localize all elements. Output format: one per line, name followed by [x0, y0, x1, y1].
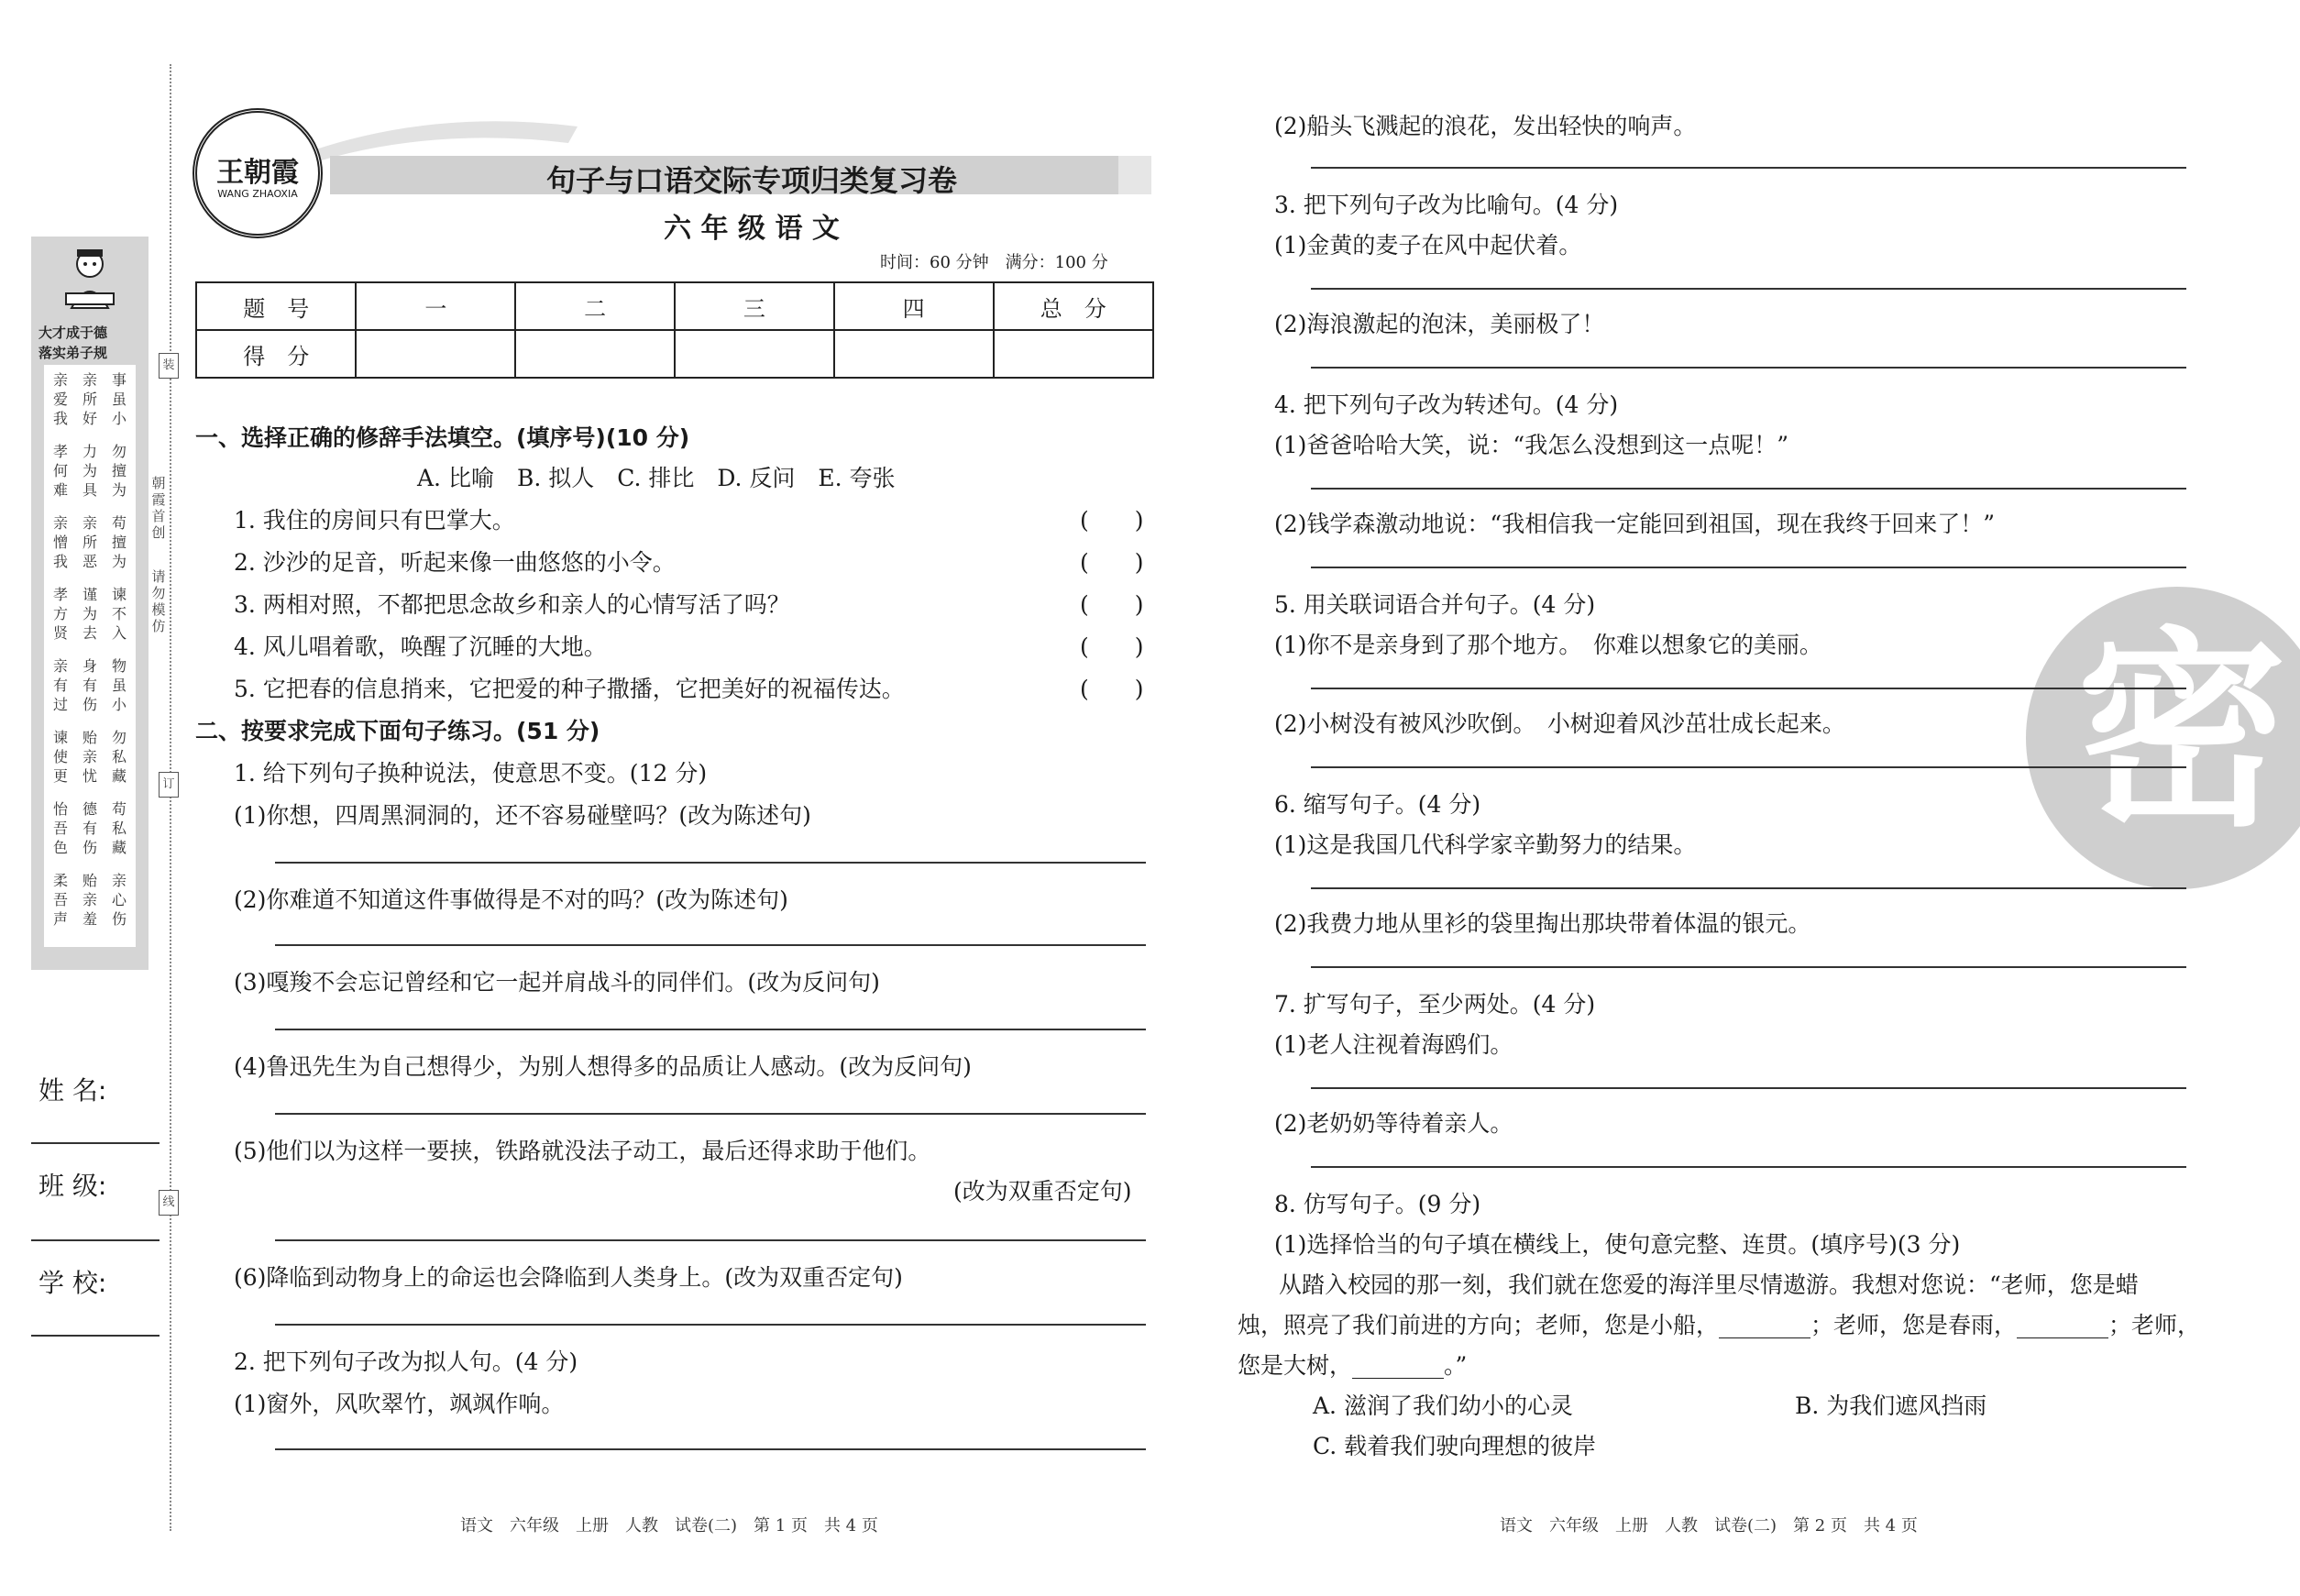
binding-dotted-line — [170, 64, 171, 1531]
page-subtitle: 六 年 级 语 文 — [664, 213, 840, 245]
q7-item-2: (2)老奶奶等待着亲人。 — [1274, 1110, 1513, 1137]
rule-text: 孝何难 — [52, 443, 68, 499]
q4-title: 4. 把下列句子改为转述句。(4 分) — [1274, 391, 1619, 418]
score-table — [195, 281, 1154, 379]
q8-title: 8. 仿写句子。(9 分) — [1274, 1191, 1481, 1217]
table-cell: 题 号 — [196, 282, 356, 330]
rule-text: 贻亲忧 — [82, 729, 97, 785]
page-title: 句子与口语交际专项归类复习卷 — [545, 163, 957, 198]
answer-paren[interactable]: ( ) — [1080, 633, 1144, 660]
answer-line[interactable] — [275, 944, 1146, 946]
answer-line[interactable] — [1311, 688, 2186, 689]
answer-line[interactable] — [1311, 887, 2186, 889]
rule-text: 怡吾色 — [52, 800, 68, 856]
binding-box-2: 订 — [159, 772, 179, 798]
q8-option-c: C. 载着我们驶向理想的彼岸 — [1313, 1433, 1597, 1459]
rule-text: 柔吾声 — [52, 872, 68, 928]
q1-title: 1. 给下列句子换种说法，使意思不变。(12 分) — [234, 760, 708, 787]
q3-item-2: (2)海浪激起的泡沫，美丽极了！ — [1274, 311, 1605, 337]
score-cell[interactable] — [675, 330, 834, 378]
answer-line[interactable] — [1311, 167, 2186, 169]
answer-paren[interactable]: ( ) — [1080, 676, 1144, 702]
brand-name: 王朝霞 — [216, 157, 299, 189]
rule-text: 亲爱我 — [52, 371, 68, 427]
rule-text: 身有伤 — [82, 657, 97, 713]
section-1-options: A. 比喻 B. 拟人 C. 排比 D. 反问 E. 夸张 — [417, 465, 896, 491]
q3-item-1: (1)金黄的麦子在风中起伏着。 — [1274, 232, 1582, 259]
table-cell: 得 分 — [196, 330, 356, 378]
score-cell[interactable] — [356, 330, 515, 378]
q4-item-2: (2)钱学森激动地说：“我相信我一定能回到祖国，现在我终于回来了！” — [1274, 511, 1995, 537]
answer-line[interactable] — [275, 1113, 1146, 1115]
s1-item-3: 3. 两相对照，不都把思念故乡和亲人的心情写活了吗？ — [234, 591, 790, 618]
q8-passage-line-3: 您是大树，________。” — [1238, 1352, 1468, 1379]
class-field[interactable] — [31, 1239, 160, 1241]
q8-option-a: A. 滋润了我们幼小的心灵 — [1313, 1392, 1573, 1419]
q2-title: 2. 把下列句子改为拟人句。(4 分) — [234, 1348, 578, 1375]
q2-item-1: (1)窗外，风吹翠竹，飒飒作响。 — [234, 1391, 565, 1417]
motto-line-1: 大才成于德 — [39, 325, 108, 341]
q1-item-3: (3)嘎羧不会忘记曾经和它一起并肩战斗的同伴们。(改为反问句) — [234, 969, 880, 996]
answer-line[interactable] — [275, 1324, 1146, 1326]
school-label: 学 校: — [39, 1268, 107, 1298]
answer-paren[interactable]: ( ) — [1080, 549, 1144, 576]
answer-line[interactable] — [1311, 1166, 2186, 1168]
q5-item-1: (1)你不是亲身到了那个地方。 你难以想象它的美丽。 — [1274, 632, 1822, 658]
q1-item-4: (4)鲁迅先生为自己想得少，为别人想得多的品质让人感动。(改为反问句) — [234, 1053, 972, 1080]
q8-passage-line-2: 烛，照亮了我们前进的方向；老师，您是小船，________；老师，您是春雨，________；老师， — [1238, 1312, 2201, 1338]
score-table-score-row — [196, 330, 1153, 378]
q8-item-1: (1)选择恰当的句子填在横线上，使句意完整、连贯。(填序号)(3 分) — [1274, 1231, 1961, 1258]
table-cell: 总 分 — [994, 282, 1154, 330]
q8-passage-line-1: 从踏入校园的那一刻，我们就在您爱的海洋里尽情遨游。我想对您说：“老师，您是蜡 — [1279, 1271, 2139, 1298]
rule-text: 亲心伤 — [111, 872, 127, 928]
table-cell: 一 — [356, 282, 515, 330]
q8-option-b: B. 为我们遮风挡雨 — [1795, 1392, 1987, 1419]
s1-item-2: 2. 沙沙的足音，听起来像一曲悠悠的小令。 — [234, 549, 676, 576]
score-cell[interactable] — [515, 330, 675, 378]
class-label: 班 级: — [39, 1171, 107, 1201]
rule-text: 亲所好 — [82, 371, 97, 427]
rule-text: 苟擅为 — [111, 514, 127, 570]
rule-text: 勿私藏 — [111, 729, 127, 785]
q1-item-6: (6)降临到动物身上的命运也会降临到人类身上。(改为双重否定句) — [234, 1264, 903, 1291]
watermark-text: 密 — [2076, 611, 2288, 855]
answer-line[interactable] — [1311, 288, 2186, 290]
rule-text: 谨为去 — [82, 586, 97, 642]
q4-item-1: (1)爸爸哈哈大笑，说：“我怎么没想到这一点呢！” — [1274, 432, 1788, 458]
s1-item-4: 4. 风儿唱着歌，唤醒了沉睡的大地。 — [234, 633, 607, 660]
s1-item-1: 1. 我住的房间只有巴掌大。 — [234, 507, 515, 534]
s1-item-5: 5. 它把春的信息捎来，它把爱的种子撒播，它把美好的祝福传达。 — [234, 676, 905, 702]
answer-line[interactable] — [1311, 966, 2186, 968]
answer-line[interactable] — [275, 1239, 1146, 1241]
q7-title: 7. 扩写句子，至少两处。(4 分) — [1274, 991, 1596, 1018]
answer-line[interactable] — [1311, 1087, 2186, 1089]
score-cell[interactable] — [994, 330, 1154, 378]
brand-subtext: WANG ZHAOXIA — [217, 188, 298, 200]
q1-item-5: (5)他们以为这样一要挟，铁路就没法子动工，最后还得求助于他们。 — [234, 1138, 931, 1164]
rule-text: 谏使更 — [52, 729, 68, 785]
rule-text: 勿擅为 — [111, 443, 127, 499]
q2-item-2: (2)船头飞溅起的浪花，发出轻快的响声。 — [1274, 113, 1697, 139]
rule-text: 亲有过 — [52, 657, 68, 713]
q7-item-1: (1)老人注视着海鸥们。 — [1274, 1031, 1513, 1058]
binding-box-1: 装 — [159, 353, 179, 379]
rule-text: 事虽小 — [111, 371, 127, 427]
q6-title: 6. 缩写句子。(4 分) — [1274, 791, 1481, 818]
sidebar-panel — [31, 237, 149, 970]
footer-page-1: 语文 六年级 上册 人教 试卷(二) 第 1 页 共 4 页 — [460, 1516, 878, 1535]
rule-text: 德有伤 — [82, 800, 97, 856]
answer-line[interactable] — [275, 1448, 1146, 1450]
scholar-icon — [53, 244, 127, 317]
q5-item-2: (2)小树没有被风沙吹倒。 小树迎着风沙茁壮成长起来。 — [1274, 710, 1845, 737]
rule-text: 贻亲羞 — [82, 872, 97, 928]
rule-text: 物虽小 — [111, 657, 127, 713]
q6-item-1: (1)这是我国几代科学家辛勤努力的结果。 — [1274, 831, 1697, 858]
section-2-title: 二、按要求完成下面句子练习。(51 分) — [195, 718, 600, 744]
table-cell: 三 — [675, 282, 834, 330]
answer-line[interactable] — [1311, 567, 2186, 568]
school-field[interactable] — [31, 1335, 160, 1337]
vertical-note-2: 请勿模仿 — [151, 568, 166, 634]
binding-box-3: 线 — [159, 1190, 179, 1216]
section-1-title: 一、选择正确的修辞手法填空。(填序号)(10 分) — [195, 424, 690, 451]
answer-paren[interactable]: ( ) — [1080, 507, 1144, 534]
q1-item-2: (2)你难道不知道这件事做得是不对的吗？(改为陈述句) — [234, 886, 788, 913]
rules-panel — [44, 365, 136, 947]
q1-item-1: (1)你想，四周黑洞洞的，还不容易碰壁吗？(改为陈述句) — [234, 802, 811, 829]
rule-text: 孝方贤 — [52, 586, 68, 642]
score-table-header-row — [196, 282, 1153, 330]
confidential-watermark — [2026, 587, 2300, 889]
answer-line[interactable] — [275, 1029, 1146, 1030]
brand-seal — [193, 108, 323, 238]
answer-line[interactable] — [1311, 766, 2186, 768]
vertical-note-1: 朝霞首创 — [151, 475, 166, 541]
motto-line-2: 落实弟子规 — [39, 345, 108, 361]
q5-title: 5. 用关联词语合并句子。(4 分) — [1274, 591, 1596, 618]
time-info: 时间：60 分钟 满分：100 分 — [880, 253, 1108, 272]
name-field[interactable] — [31, 1142, 160, 1144]
rule-text: 亲所恶 — [82, 514, 97, 570]
answer-line[interactable] — [275, 862, 1146, 864]
rule-text: 亲憎我 — [52, 514, 68, 570]
answer-line[interactable] — [1311, 367, 2186, 369]
name-label: 姓 名: — [39, 1075, 107, 1106]
q1-item-5-note: (改为双重否定句) — [953, 1178, 1132, 1205]
rule-text: 谏不入 — [111, 586, 127, 642]
q6-item-2: (2)我费力地从里衫的袋里掏出那块带着体温的银元。 — [1274, 910, 1811, 937]
footer-page-2: 语文 六年级 上册 人教 试卷(二) 第 2 页 共 4 页 — [1500, 1516, 1918, 1535]
table-cell: 二 — [515, 282, 675, 330]
table-cell: 四 — [834, 282, 994, 330]
rule-text: 力为具 — [82, 443, 97, 499]
rule-text: 苟私藏 — [111, 800, 127, 856]
answer-paren[interactable]: ( ) — [1080, 591, 1144, 618]
score-cell[interactable] — [834, 330, 994, 378]
answer-line[interactable] — [1311, 488, 2186, 490]
q3-title: 3. 把下列句子改为比喻句。(4 分) — [1274, 192, 1619, 218]
